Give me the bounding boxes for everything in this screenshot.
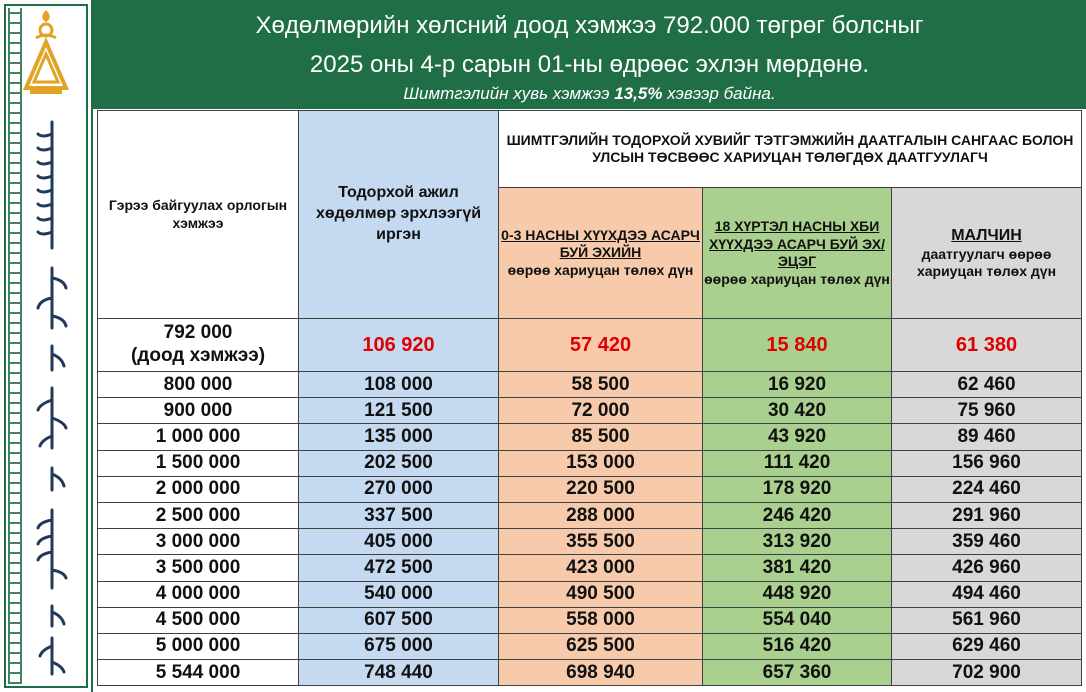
- table-row: [98, 502, 1082, 528]
- soyombo-emblem-icon: [20, 8, 72, 96]
- table-row: [98, 398, 1082, 424]
- parent-cell: 246 420: [703, 502, 892, 528]
- mother-cell: 490 500: [499, 581, 703, 607]
- min-mother-value: 57 420: [499, 319, 703, 372]
- income-cell: 5 544 000: [98, 660, 299, 686]
- col-header-herder: [892, 188, 1082, 319]
- header-subtitle: [93, 84, 1086, 104]
- informal-cell: 202 500: [299, 450, 499, 476]
- min-herder-value: 61 380: [892, 319, 1082, 372]
- informal-cell: 121 500: [299, 398, 499, 424]
- col-header-mother: [499, 188, 703, 319]
- rate-percent: 13,5%: [614, 84, 663, 103]
- parent-cell: 111 420: [703, 450, 892, 476]
- informal-cell: 270 000: [299, 476, 499, 502]
- table-row: [98, 555, 1082, 581]
- subtitle-suffix: хэвээр байна.: [662, 84, 776, 103]
- informal-cell: 405 000: [299, 529, 499, 555]
- herder-cell: 156 960: [892, 450, 1082, 476]
- left-decor-panel: [0, 0, 93, 692]
- table-row: [98, 529, 1082, 555]
- income-cell: 5 000 000: [98, 633, 299, 659]
- income-cell: 4 000 000: [98, 581, 299, 607]
- income-cell: 800 000: [98, 372, 299, 398]
- herder-cell: 702 900: [892, 660, 1082, 686]
- col-parent-sub: өөрөө хариуцан төлөх дүн: [704, 270, 890, 287]
- informal-cell: 748 440: [299, 660, 499, 686]
- header-title-line2: 2025 оны 4-р сарын 01-ны өдрөөс эхлэн мөрдөнө.: [309, 51, 870, 78]
- parent-cell: 30 420: [703, 398, 892, 424]
- informal-cell: 540 000: [299, 581, 499, 607]
- informal-cell: 108 000: [299, 372, 499, 398]
- min-income-value: 792 000: [163, 322, 233, 344]
- herder-cell: 62 460: [892, 372, 1082, 398]
- parent-cell: 381 420: [703, 555, 892, 581]
- meander-border-icon: [8, 8, 22, 684]
- income-cell: 1 000 000: [98, 424, 299, 450]
- col-herder-sub: даатгуулагч өөрөө хариуцан төлөх дүн: [916, 245, 1057, 279]
- table-row: [98, 660, 1082, 686]
- herder-cell: 494 460: [892, 581, 1082, 607]
- informal-cell: 337 500: [299, 502, 499, 528]
- mother-cell: 58 500: [499, 372, 703, 398]
- contribution-table: [97, 110, 1082, 686]
- income-cell: 2 500 000: [98, 502, 299, 528]
- parent-cell: 16 920: [703, 372, 892, 398]
- herder-cell: 561 960: [892, 607, 1082, 633]
- mother-cell: 625 500: [499, 633, 703, 659]
- col-header-parent: [703, 188, 892, 319]
- col-parent-title: 18 ХҮРТЭЛ НАСНЫ ХБИ ХҮҮХДЭЭ АСАРЧ БУЙ ЭХ/ ЭЦЭГ: [709, 218, 885, 269]
- mother-cell: 288 000: [499, 502, 703, 528]
- herder-cell: 426 960: [892, 555, 1082, 581]
- mother-cell: 85 500: [499, 424, 703, 450]
- subtitle-prefix: Шимтгэлийн хувь хэмжээ: [403, 84, 615, 103]
- col-header-informal: Тодорхой ажил хөдөлмөр эрхлээгүй иргэн: [299, 111, 499, 319]
- parent-cell: 448 920: [703, 581, 892, 607]
- min-parent-value: 15 840: [703, 319, 892, 372]
- mongolian-script-decoration: [30, 118, 74, 678]
- informal-cell: 675 000: [299, 633, 499, 659]
- mother-cell: 698 940: [499, 660, 703, 686]
- mother-cell: 72 000: [499, 398, 703, 424]
- group-header-subsidized: ШИМТГЭЛИЙН ТОДОРХОЙ ХУВИЙГ ТЭТГЭМЖИЙН ДААТГАЛЫН САНГААС БОЛОН УЛСЫН ТӨСВӨӨС ХАРИУЦАН ТӨЛӨГДӨХ ДААТГУУЛАГЧ: [499, 111, 1082, 188]
- mother-cell: 153 000: [499, 450, 703, 476]
- table-row: [98, 450, 1082, 476]
- mother-cell: 423 000: [499, 555, 703, 581]
- parent-cell: 313 920: [703, 529, 892, 555]
- mother-cell: 355 500: [499, 529, 703, 555]
- mother-cell: 220 500: [499, 476, 703, 502]
- table-row: [98, 424, 1082, 450]
- min-income-note: (доод хэмжээ): [130, 345, 266, 366]
- parent-cell: 516 420: [703, 633, 892, 659]
- table-row: [98, 581, 1082, 607]
- income-cell: 3 000 000: [98, 529, 299, 555]
- herder-cell: 359 460: [892, 529, 1082, 555]
- informal-cell: 472 500: [299, 555, 499, 581]
- herder-cell: 89 460: [892, 424, 1082, 450]
- table-row: [98, 372, 1082, 398]
- col-mother-sub: өөрөө хариуцан төлөх дүн: [507, 261, 694, 278]
- mother-cell: 558 000: [499, 607, 703, 633]
- herder-cell: 75 960: [892, 398, 1082, 424]
- col-header-income: Гэрээ байгуулах орлогын хэмжээ: [98, 111, 299, 319]
- income-cell: 1 500 000: [98, 450, 299, 476]
- header-banner: [93, 0, 1086, 109]
- parent-cell: 43 920: [703, 424, 892, 450]
- herder-cell: 224 460: [892, 476, 1082, 502]
- income-cell: 4 500 000: [98, 607, 299, 633]
- parent-cell: 657 360: [703, 660, 892, 686]
- min-income-cell: [98, 319, 299, 372]
- table-row: [98, 476, 1082, 502]
- col-herder-title: МАЛЧИН: [951, 226, 1022, 244]
- table-row-minimum: [98, 319, 1082, 372]
- informal-cell: 135 000: [299, 424, 499, 450]
- parent-cell: 554 040: [703, 607, 892, 633]
- min-informal-value: 106 920: [299, 319, 499, 372]
- informal-cell: 607 500: [299, 607, 499, 633]
- header-title-line1: Хөдөлмөрийн хөлсний доод хэмжээ 792.000 төгрөг болсныг: [255, 12, 924, 39]
- col-mother-title: 0-3 НАСНЫ ХҮҮХДЭЭ АСАРЧ БУЙ ЭХИЙН: [501, 226, 700, 261]
- income-cell: 3 500 000: [98, 555, 299, 581]
- table-row: [98, 607, 1082, 633]
- herder-cell: 629 460: [892, 633, 1082, 659]
- herder-cell: 291 960: [892, 502, 1082, 528]
- table-row: [98, 633, 1082, 659]
- table-body: [98, 372, 1082, 686]
- income-cell: 2 000 000: [98, 476, 299, 502]
- parent-cell: 178 920: [703, 476, 892, 502]
- income-cell: 900 000: [98, 398, 299, 424]
